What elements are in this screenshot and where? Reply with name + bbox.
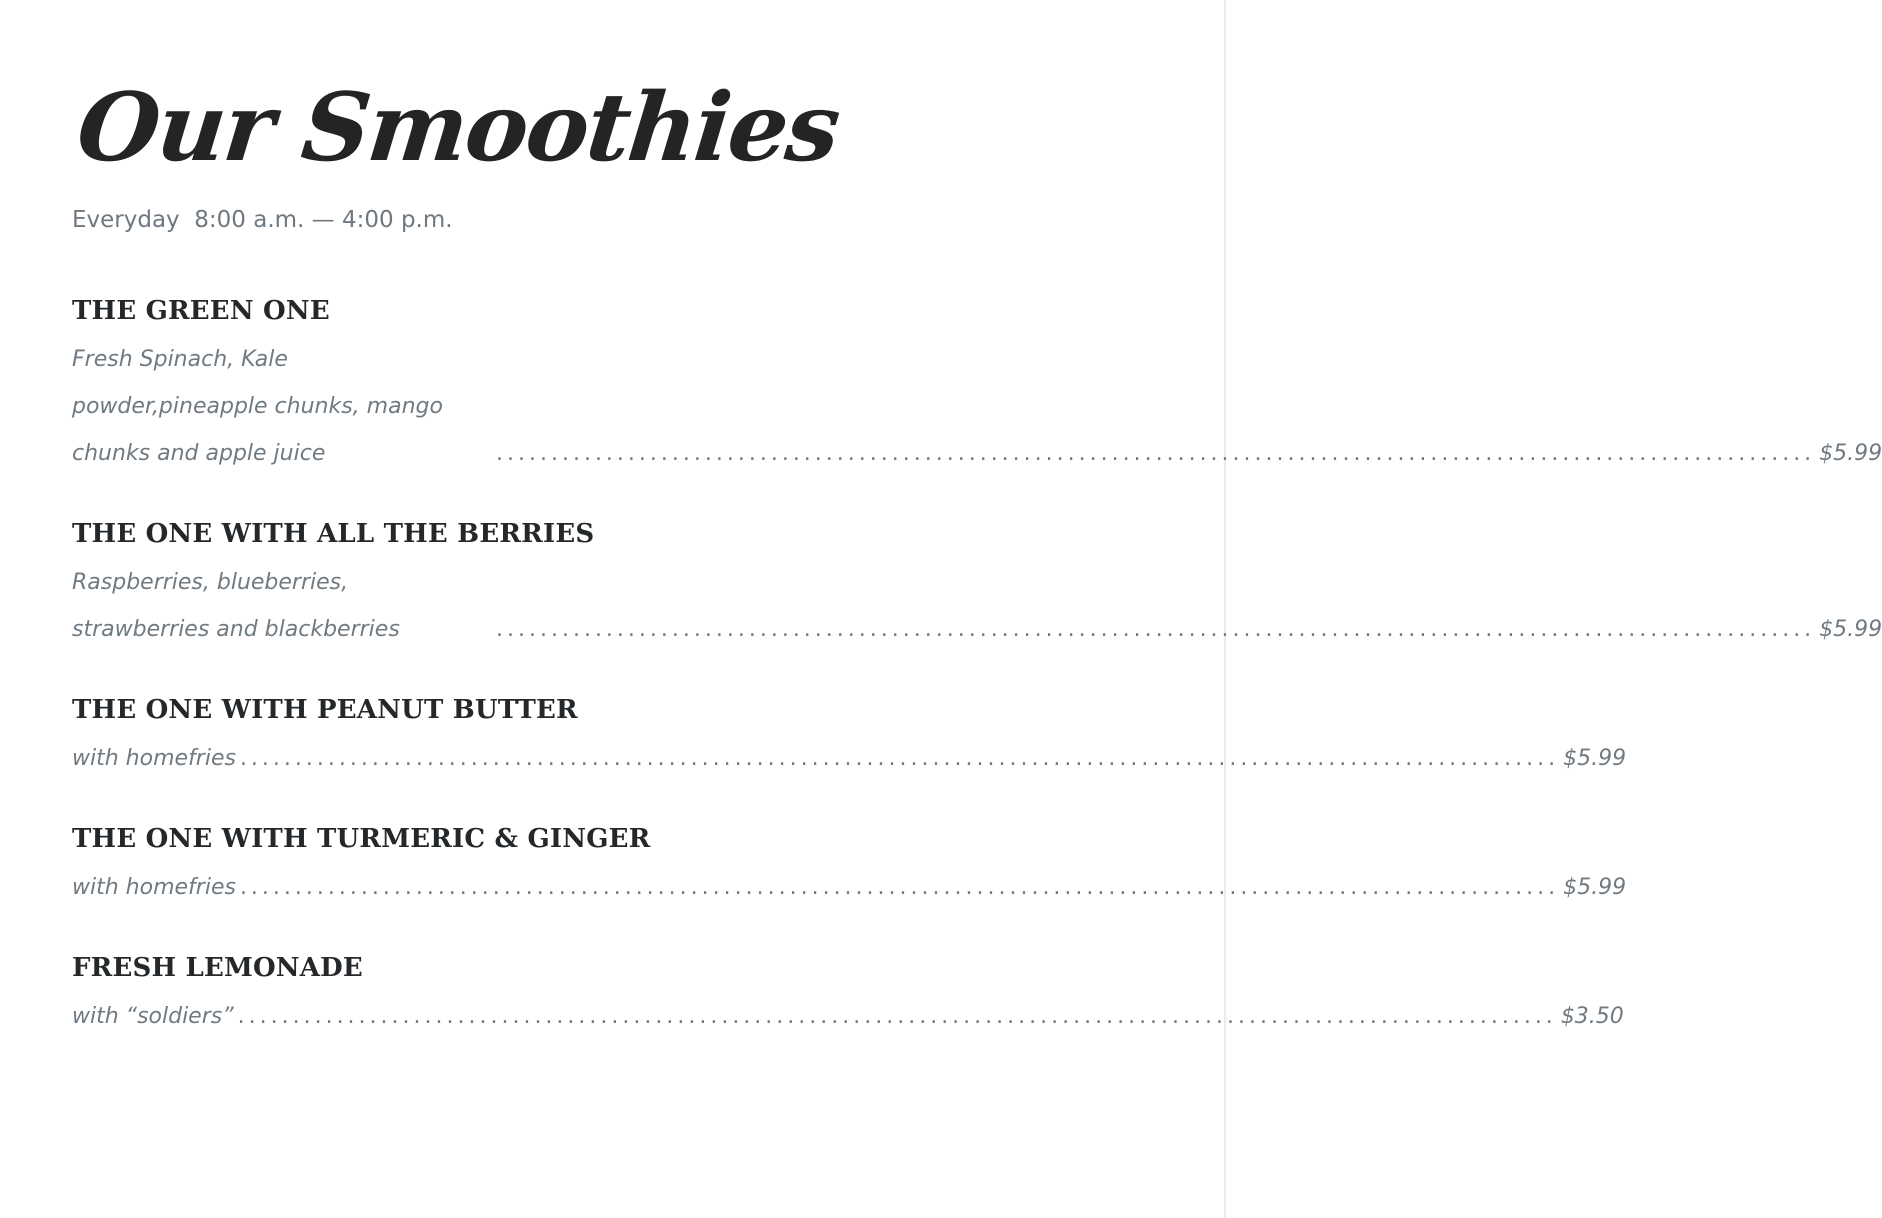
menu-item: [72, 517, 1882, 653]
menu-item-row: [72, 993, 1624, 1040]
menu-item-row: [72, 559, 1882, 653]
menu-item-description: with homefries: [72, 875, 236, 900]
menu-item-description: with “soldiers”: [72, 1004, 234, 1029]
dot-leader: ........................................................................................................................: [496, 617, 1816, 642]
menu-item-row: [72, 336, 1882, 477]
menu-items: [72, 294, 1882, 1040]
menu-item-name: THE ONE WITH TURMERIC & GINGER: [72, 824, 651, 854]
dot-leader: ........................................................................................................................: [496, 441, 1816, 466]
menu-item-price: $5.99: [1819, 441, 1882, 466]
menu-item-name: FRESH LEMONADE: [72, 953, 363, 983]
menu-item: [72, 294, 1882, 477]
dot-leader: ........................................................................................................................: [237, 1004, 1557, 1029]
menu-item-name: THE GREEN ONE: [72, 296, 330, 326]
menu-item: [72, 693, 1627, 782]
menu-item-description: Fresh Spinach, Kale powder,pineapple chunks, mango chunks and apple juice: [72, 347, 443, 466]
menu-item: [72, 822, 1627, 911]
dot-leader: ........................................................................................................................: [239, 875, 1560, 900]
menu-item-description: Raspberries, blueberries, strawberries and blackberries: [72, 570, 400, 642]
menu-item-price: $3.50: [1560, 1004, 1624, 1029]
menu-item-name: THE ONE WITH PEANUT BUTTER: [72, 695, 578, 725]
menu-item-name: THE ONE WITH ALL THE BERRIES: [72, 519, 595, 549]
smoothie-menu: [72, 70, 1882, 1080]
menu-item-row: [72, 735, 1627, 782]
menu-item-description: with homefries: [72, 746, 236, 771]
dot-leader: ........................................................................................................................: [239, 746, 1560, 771]
menu-item-price: $5.99: [1819, 617, 1882, 642]
opening-hours: Everyday 8:00 a.m. — 4:00 p.m.: [72, 207, 453, 233]
menu-item-price: $5.99: [1563, 746, 1627, 771]
menu-item-row: [72, 864, 1627, 911]
menu-title: Our Smoothies: [72, 73, 844, 183]
menu-item-price: $5.99: [1563, 875, 1627, 900]
menu-item: [72, 951, 1624, 1040]
